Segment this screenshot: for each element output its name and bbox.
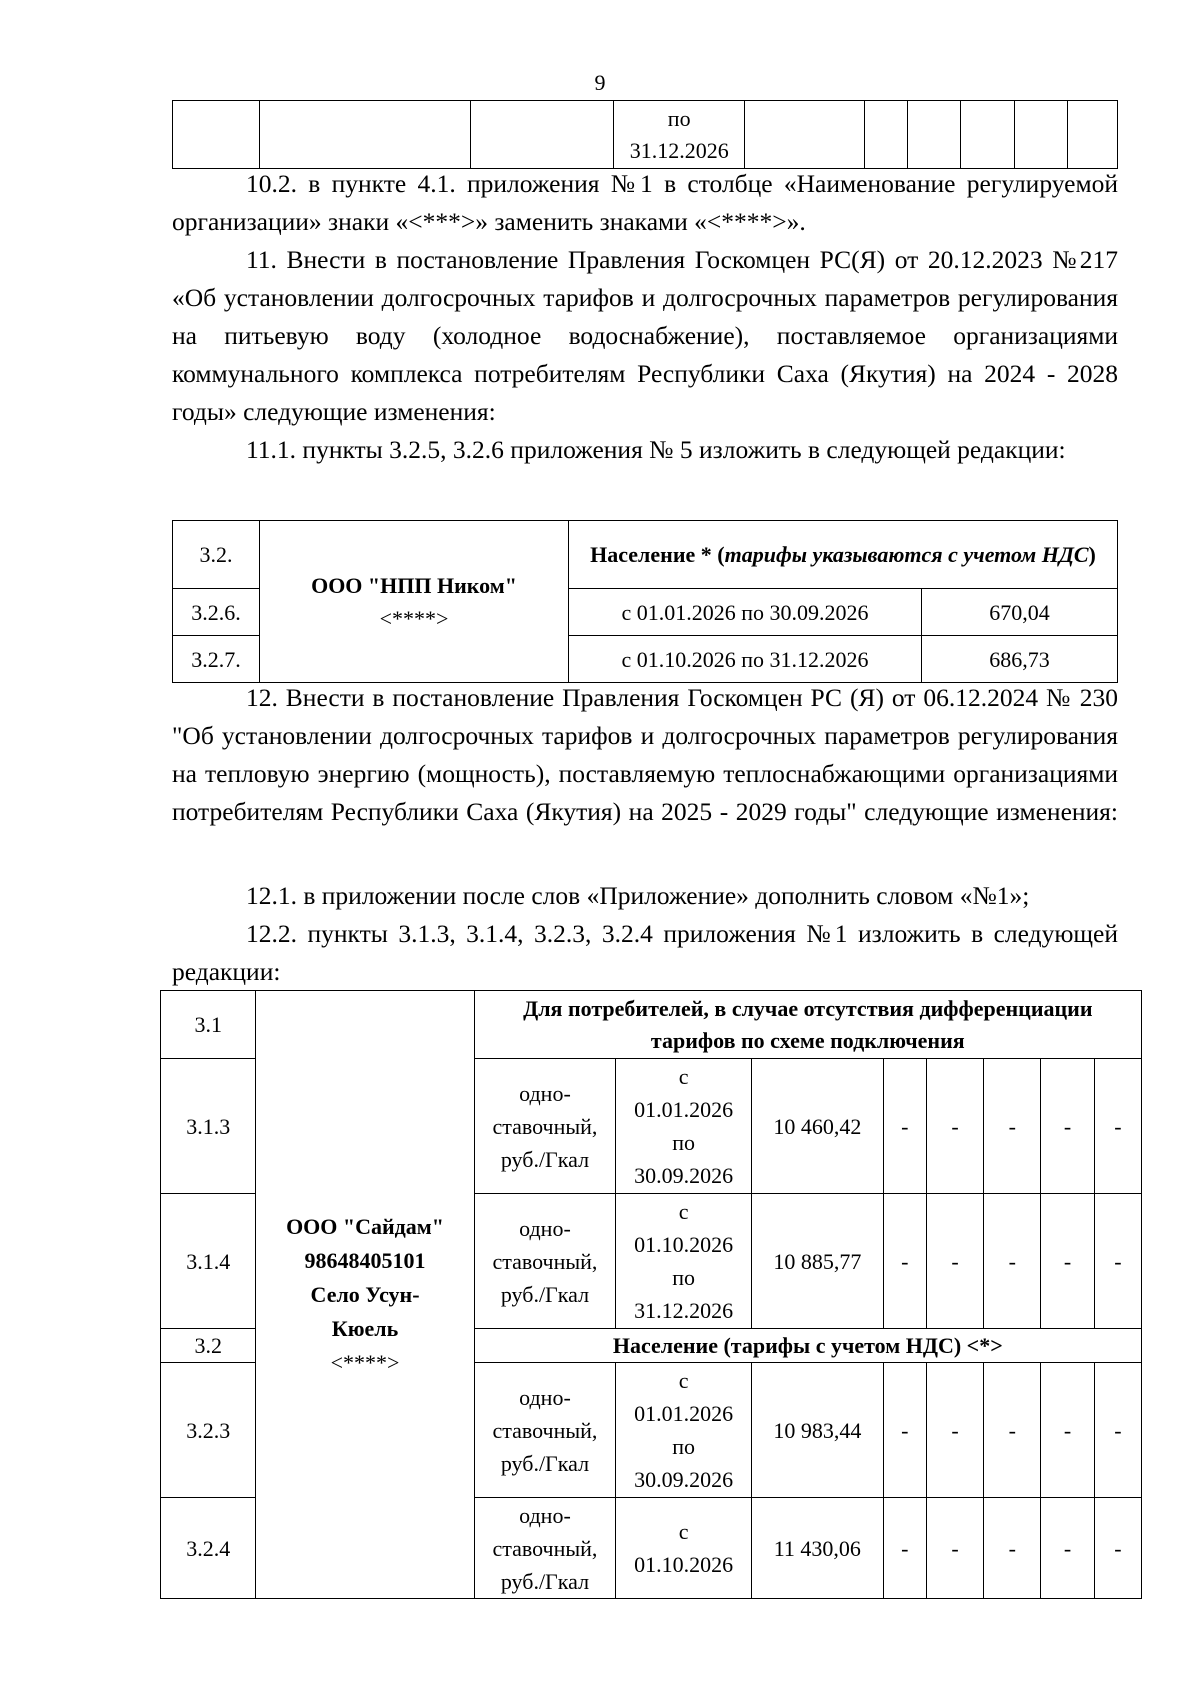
section-header-3-2: Население (тарифы с учетом НДС) <*> (474, 1329, 1141, 1363)
dash-cell: - (984, 1363, 1041, 1498)
period-line: по (672, 1265, 696, 1290)
tariff-table-heat (160, 990, 1142, 1599)
tariff-table-water (172, 520, 1118, 683)
period-line: 31.12.2026 (629, 137, 729, 163)
period-line: 01.01.2026 (634, 1401, 734, 1426)
rate-type-line: ставочный, (492, 1535, 598, 1561)
paragraph-block-1 (172, 165, 1118, 469)
organization-mark: <****> (379, 605, 449, 631)
paragraph-12-1: 12.1. в приложении после слов «Приложение» дополнить словом «№1»; (246, 881, 1030, 910)
organization-mark: <****> (330, 1349, 400, 1375)
tariff-value: 670,04 (922, 589, 1118, 636)
row-number: 3.2 (161, 1329, 256, 1363)
period-line: 31.12.2026 (634, 1298, 734, 1323)
period-cell (616, 1363, 752, 1498)
dash-cell: - (926, 1059, 983, 1194)
table-cell (259, 101, 470, 169)
rate-type (474, 1059, 616, 1194)
dash-cell: - (883, 1194, 926, 1329)
row-number: 3.2.3 (161, 1363, 256, 1498)
period-cell (616, 1059, 752, 1194)
rate-type-line: руб./Гкал (500, 1146, 590, 1172)
tariff-value: 10 885,77 (752, 1194, 884, 1329)
period-line: 30.09.2026 (634, 1467, 734, 1492)
rate-type-line: руб./Гкал (500, 1568, 590, 1594)
rate-type-line: одно- (519, 1502, 571, 1528)
row-number: 3.1.3 (161, 1059, 256, 1194)
period-line: с (678, 1368, 689, 1393)
period-line: с (678, 1519, 689, 1544)
period-cell (616, 1498, 752, 1599)
continuation-table (172, 100, 1118, 169)
paragraph-block-3 (172, 877, 1118, 991)
dash-cell: - (984, 1059, 1041, 1194)
rate-type-line: ставочный, (492, 1248, 598, 1274)
tariff-value: 10 460,42 (752, 1059, 884, 1194)
header-text: Население * ( (590, 541, 725, 567)
organization-cell (256, 991, 474, 1599)
organization-cell (260, 521, 569, 683)
dash-cell: - (984, 1498, 1041, 1599)
row-number: 3.2.4 (161, 1498, 256, 1599)
organization-location: Село Усун- (310, 1281, 420, 1307)
table-cell (865, 101, 907, 169)
period-line: 01.10.2026 (634, 1552, 734, 1577)
dash-cell: - (926, 1498, 983, 1599)
table-cell (1014, 101, 1067, 169)
tariff-value: 686,73 (922, 636, 1118, 683)
dash-cell: - (1041, 1059, 1094, 1194)
paragraph-10-2: 10.2. в пункте 4.1. приложения №1 в столбце «Наименование регулируемой организации» знаки «<***>» заменить знаками «<****>». (172, 169, 1118, 236)
period-line: по (667, 105, 691, 131)
tariff-value: 11 430,06 (752, 1498, 884, 1599)
row-number: 3.2.7. (173, 636, 260, 683)
paragraph-12: 12. Внести в постановление Правления Госкомцен РС (Я) от 06.12.2024 № 230 "Об установлении долгосрочных тарифов и долгосрочных параметров регулирования на тепловую энергию (мощность), поставляемую теплоснабжающими организациями потребителям Республики Саха (Якутия) на 2025 - 2029 годы" следующие изменения: (172, 683, 1118, 826)
period-line: по (672, 1130, 696, 1155)
dash-cell: - (1041, 1194, 1094, 1329)
table-cell (745, 101, 865, 169)
header-italic-text: тарифы указываются с учетом НДС (724, 541, 1089, 567)
organization-name: ООО "Сайдам" (286, 1213, 445, 1239)
dash-cell: - (926, 1363, 983, 1498)
period-line: с (678, 1064, 689, 1089)
row-number: 3.1 (161, 991, 256, 1059)
table-cell (173, 101, 260, 169)
paragraph-12-2: 12.2. пункты 3.1.3, 3.1.4, 3.2.3, 3.2.4 приложения №1 изложить в следующей редакции: (172, 919, 1118, 986)
rate-type (474, 1363, 616, 1498)
table-cell (907, 101, 960, 169)
period-cell (614, 101, 745, 169)
rate-type (474, 1194, 616, 1329)
section-header-3-1: Для потребителей, в случае отсутствия дифференциации тарифов по схеме подключения (474, 991, 1141, 1059)
table-cell (470, 101, 613, 169)
organization-location-cont: Кюель (331, 1315, 399, 1341)
table-cell (961, 101, 1014, 169)
dash-cell: - (883, 1059, 926, 1194)
dash-cell: - (883, 1498, 926, 1599)
rate-type-line: ставочный, (492, 1113, 598, 1139)
population-header (569, 521, 1118, 589)
dash-cell: - (1094, 1194, 1141, 1329)
rate-type-line: руб./Гкал (500, 1450, 590, 1476)
rate-type-line: одно- (519, 1384, 571, 1410)
rate-type-line: одно- (519, 1215, 571, 1241)
period-line: по (672, 1434, 696, 1459)
paragraph-block-2 (172, 679, 1118, 831)
period-cell: с 01.01.2026 по 30.09.2026 (569, 589, 922, 636)
paragraph-11: 11. Внести в постановление Правления Госкомцен РС(Я) от 20.12.2023 №217 «Об установлении долгосрочных тарифов и долгосрочных параметров регулирования на питьевую воду (холодное водоснабжение), поставляемое организациями коммунального комплекса потребителям Республики Саха (Якутия) на 2024 - 2028 годы» следующие изменения: (172, 245, 1118, 426)
period-line: с (678, 1199, 689, 1224)
table-cell (1068, 101, 1118, 169)
period-line: 30.09.2026 (634, 1163, 734, 1188)
dash-cell: - (1041, 1498, 1094, 1599)
dash-cell: - (926, 1194, 983, 1329)
rate-type-line: одно- (519, 1080, 571, 1106)
dash-cell: - (984, 1194, 1041, 1329)
organization-code: 98648405101 (304, 1247, 426, 1273)
row-number: 3.2. (173, 521, 260, 589)
tariff-value: 10 983,44 (752, 1363, 884, 1498)
organization-name: ООО "НПП Ником" (311, 572, 517, 598)
dash-cell: - (1094, 1498, 1141, 1599)
rate-type-line: ставочный, (492, 1417, 598, 1443)
dash-cell: - (1094, 1363, 1141, 1498)
rate-type-line: руб./Гкал (500, 1281, 590, 1307)
period-cell (616, 1194, 752, 1329)
page-number: 9 (594, 70, 606, 95)
period-line: 01.01.2026 (634, 1097, 734, 1122)
dash-cell: - (1041, 1363, 1094, 1498)
rate-type (474, 1498, 616, 1599)
row-number: 3.1.4 (161, 1194, 256, 1329)
header-close: ) (1088, 541, 1096, 567)
dash-cell: - (1094, 1059, 1141, 1194)
period-line: 01.10.2026 (634, 1232, 734, 1257)
dash-cell: - (883, 1363, 926, 1498)
paragraph-11-1: 11.1. пункты 3.2.5, 3.2.6 приложения № 5 изложить в следующей редакции: (246, 435, 1066, 464)
period-cell: с 01.10.2026 по 31.12.2026 (569, 636, 922, 683)
row-number: 3.2.6. (173, 589, 260, 636)
